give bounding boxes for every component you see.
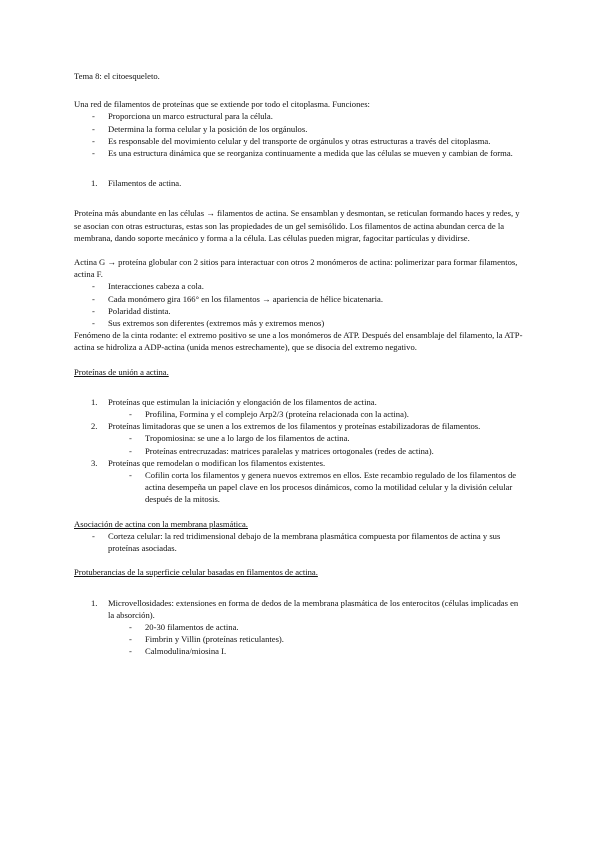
section-heading-membrane: Asociación de actina con la membrana plasmática. <box>74 518 248 529</box>
section-heading-protrusions: Protuberancias de la superficie celular basadas en filamentos de actina. <box>74 567 318 578</box>
list-text: Proteínas que estimulan la iniciación y elongación de los filamentos de actina. <box>108 396 377 407</box>
list-number: 2. <box>91 421 98 432</box>
protrusions-list <box>74 597 526 658</box>
list-item: - Interacciones cabeza a cola. <box>74 280 526 292</box>
list-number: 1. <box>91 597 98 608</box>
functions-list <box>74 110 526 159</box>
list-number: 3. <box>91 457 98 468</box>
list-text: Proteínas que remodelan o modifican los filamentos existentes. <box>108 457 326 468</box>
sub-list-item: - Tropomiosina: se une a lo largo de los filamentos de actina. <box>74 432 526 444</box>
list-item: - Cada monómero gira 166° en los filamentos → apariencia de hélice bicatenaria. <box>74 293 526 305</box>
sub-list-item: - Proteínas entrecruzadas: matrices paralelas y matrices ortogonales (redes de actina). <box>74 445 526 457</box>
page-title: Tema 8: el citoesqueleto. <box>74 71 160 81</box>
list-item: - Es una estructura dinámica que se reorganiza continuamente a medida que las células se mueven y cambian de forma. <box>74 147 526 159</box>
section-heading-binding: Proteínas de unión a actina. <box>74 366 169 377</box>
list-text: Proteínas limitadoras que se unen a los extremos de los filamentos y proteínas estabilizadoras de filamentos. <box>108 421 481 432</box>
list-item <box>74 457 526 469</box>
actin-points-list <box>74 280 526 329</box>
binding-list <box>74 396 526 506</box>
list-item: - Determina la forma celular y la posición de los orgánulos. <box>74 123 526 135</box>
list-item <box>74 597 526 621</box>
paragraph: Proteína más abundante en las células → filamentos de actina. Se ensamblan y desmontan, se reticulan formando haces y redes, y se asocian con otras estructuras, estas son las propiedades de un gel semisólido. Los filamentos de actina abundan cerca de la membrana, dando soporte mecánico y forma a la célula. Las células pueden migrar, fagocitar partículas y dividirse. <box>74 208 520 243</box>
membrane-list <box>74 530 526 554</box>
paragraph: Fenómeno de la cinta rodante: el extremo positivo se une a los monómeros de ATP. Después del ensamblaje del filamento, la ATP-actina se hidroliza a ADP-actina (unida menos estrechamente), que se disocia del extremo negativo. <box>74 330 523 353</box>
list-number: 1. <box>91 396 98 407</box>
sub-list-item: - Cofilin corta los filamentos y genera nuevos extremos en ellos. Este recambio regulado de los filamentos de actina desempeña un papel clave en los procesos dinámicos, como la motilidad celular y la división celular después de la mitosis. <box>74 469 526 506</box>
list-item: - Corteza celular: la red tridimensional debajo de la membrana plasmática compuesta por filamentos de actina y sus proteínas asociadas. <box>74 530 526 554</box>
list-text: Microvellosidades: extensiones en forma de dedos de la membrana plasmática de los enterocitos (células implicadas en la absorción). <box>108 597 519 620</box>
list-item <box>74 420 526 432</box>
list-item: - Proporciona un marco estructural para la célula. <box>74 110 526 122</box>
sub-list-item: - Calmodulina/miosina I. <box>74 645 526 657</box>
sub-list-item: - 20-30 filamentos de actina. <box>74 621 526 633</box>
intro-paragraph: Una red de filamentos de proteínas que se extiende por todo el citoplasma. Funciones: <box>74 99 370 110</box>
section-label: Filamentos de actina. <box>108 178 182 189</box>
list-item <box>74 396 526 408</box>
list-item: - Es responsable del movimiento celular y del transporte de orgánulos y otras estructuras a través del citoplasma. <box>74 135 526 147</box>
paragraph: Actina G → proteína globular con 2 sitios para interactuar con otros 2 monómeros de actina: polimerizar para formar filamentos, actina F. <box>74 257 518 280</box>
sub-list-item: - Fimbrin y Villin (proteínas reticulantes). <box>74 633 526 645</box>
sub-list-item: - Profilina, Formina y el complejo Arp2/3 (proteína relacionada con la actina). <box>74 408 526 420</box>
section-heading-actin <box>74 177 526 189</box>
list-item: - Polaridad distinta. <box>74 305 526 317</box>
list-item: - Sus extremos son diferentes (extremos más y extremos menos) <box>74 317 526 329</box>
section-number: 1. <box>91 178 98 189</box>
